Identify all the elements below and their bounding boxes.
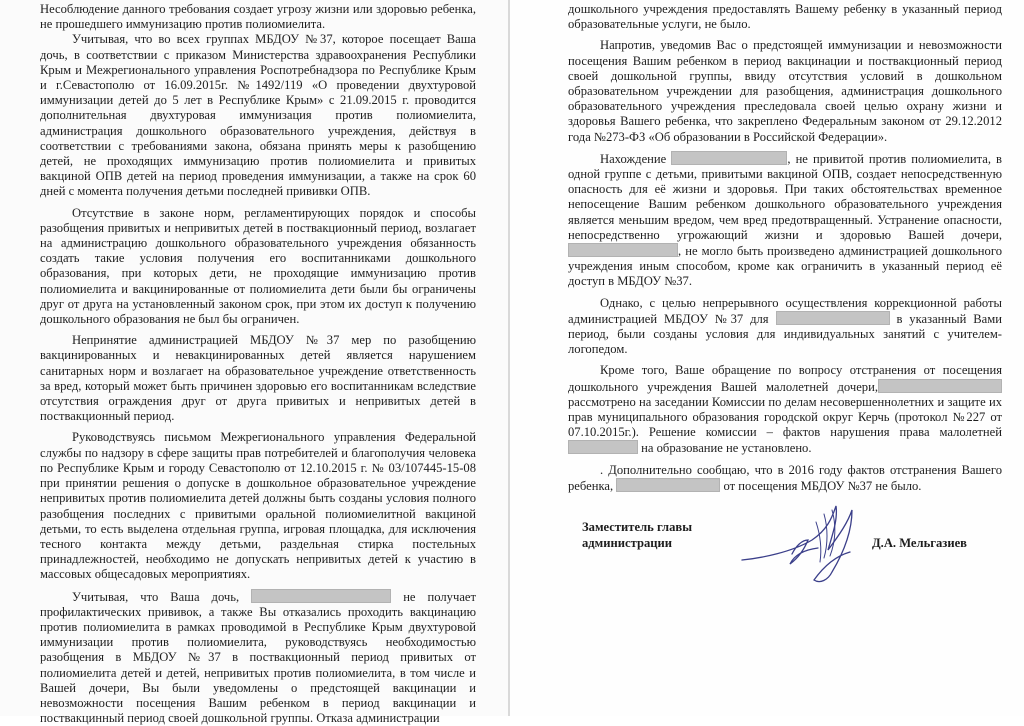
paragraph: Непринятие администрацией МБДОУ №37 мер по разобщению вакцинированных и невакцинированных детей является нарушением санитарных норм и возлагает на образовательное учреждение ответственность за вред, который может быть причинен здоровью его воспитанникам вследствие отсутствия ограждения друг от друга привитых и непривитых детей в поствакционный период.: [40, 333, 476, 424]
paragraph-text: Нахождение: [600, 151, 667, 166]
paragraph: [568, 296, 1002, 358]
paragraph: Напротив, уведомив Вас о предстоящей иммунизации и невозможности посещения Вашим ребенком в период вакцинации и поствакционный период своей дошкольной группы, ввиду отсутствия условий в дошкольном образовательном учреждении для разобщения, администрация дошкольного образовательного учреждения преследовала своей целью охрану жизни и здоровья Вашего ребенка, что закреплено Федеральным законом от 29.12.2012 года №273-ФЗ «Об образовании в Российской Федерации».: [568, 38, 1002, 144]
signer-title-line-2: администрации: [582, 536, 673, 550]
paragraph: Руководствуясь письмом Межрегионального управления Федеральной службы по надзору в сфере защиты прав потребителей и благополучия человека по Республике Крым и городу Севастополю от 12.10.2015 г. № 03/107445-15-08 при принятии решения о допуске в дошкольное образовательное учреждение непривитых против полиомиелита детей должны быть созданы условия полного разобщения последних с привитыми оральной полиомиелитной вакциной детьми, то есть выделена отдельная группа, игровая площадка, для исключения тесного контакта между детьми, раздельная стирка постельных принадлежностей, необходимо не допускать непривитых детей к участию в массовых общесадовых мероприятиях.: [40, 430, 476, 582]
paragraph-text: не получает профилактических прививок, а также Вы отказались проходить вакцинацию против полиомиелита в рамках проводимой в Республике Крым двухтуровой иммунизации против полиомиелита, руководствуясь необходимостью разобщения в МБДОУ №37 в поствакционный период привитых от полиомиелита детей и детей, непривитых против полиомиелита, в том числе и Вашей дочери, Вы были уведомлены о предстоящей вакцинации и невозможности посещения Вашим ребенком в период вакцинации и поствакцинный период своей дошкольной группы. Отказа администрации: [40, 589, 476, 726]
document-page-right: [510, 0, 1024, 716]
paragraph: дошкольного учреждения предоставлять Вашему ребенку в указанный период образовательные услуги, не было.: [568, 2, 1002, 32]
paragraph-text: рассмотрено на заседании Комиссии по делам несовершеннолетних и защите их прав муниципального образования городской округ Керчь (протокол №227 от 07.10.2015г.). Решение комиссии – фактов нарушения права малолетней: [568, 394, 1002, 440]
paragraph: [568, 151, 1002, 290]
redacted-name: [776, 311, 890, 325]
paragraph-text: Кроме того, Ваше обращение по вопросу отстранения от посещения дошкольного учреждения Вашей малолетней дочери,: [568, 363, 1002, 394]
handwritten-signature-icon: [732, 500, 862, 590]
redacted-name: [878, 379, 1002, 393]
redacted-name: [616, 478, 720, 492]
list-bullet: .: [600, 462, 604, 477]
paragraph-text: от посещения МБДОУ №37 не было.: [723, 478, 922, 493]
paragraph: Учитывая, что во всех группах МБДОУ №37, которое посещает Ваша дочь, в соответствии с приказом Министерства здравоохранения Республики Крым и Межрегионального управления Роспотребнадзора по Республике Крым и г.Севастополю от 16.09.2015г. №1492/119 «О проведении двухтуровой иммунизации детей до 5 лет в Республике Крым» с 21.09.2015 г. проводится дополнительная двухтуровая иммунизация против полиомиелита, администрация дошкольного образовательного учреждения, действуя в соответствии с требованиями закона, обязана принять меры к разобщению детей, не проходящих иммунизацию против полиомиелита и привитых вакциной ОПВ детей на период проведения иммунизации, а также на срок 60 дней с момента получения детьми последней прививки ОПВ.: [40, 32, 476, 199]
paragraph-text: , не могло быть произведено администрацией дошкольного учреждения иным способом, кроме как ограничить в указанный период её доступ в МБДОУ №37.: [568, 244, 1002, 289]
paragraph: Отсутствие в законе норм, регламентирующих порядок и способы разобщения привитых и непривитых детей в поствакционный период, возлагает на администрацию дошкольного образовательного учреждения обязанность создать такие условия получения его воспитанниками дошкольного образования, при которых дети, не проходящие иммунизацию против полиомиелита и вакцинированные от полиомиелита дети были бы ограничены друг от друга на установленный законом срок, при этом их доступ к получению дошкольного образования не был бы ограничен.: [40, 205, 476, 327]
paragraph-text: , не привитой против полиомиелита, в одной группе с детьми, привитыми вакциной ОПВ, создает непосредственную опасность для её жизни и здоровья. При таких обстоятельствах временное непосещение Вашим ребенком дошкольного образовательного учреждения является меньшим вредом, чем вред предотвращенный. Устранение опасности, непосредственно угрожающий жизни и здоровью Вашей дочери,: [568, 151, 1002, 242]
redacted-name: [251, 589, 391, 603]
paragraph: [568, 463, 1002, 494]
paragraph: [568, 363, 1002, 456]
redacted-name: [671, 151, 787, 165]
signer-title-line-1: Заместитель главы: [582, 520, 693, 534]
redacted-name: [568, 243, 678, 257]
signer-name: Д.А. Мельгазиев: [872, 536, 967, 550]
paragraph-text: в указанный Вами период, были созданы условия для индивидуальных занятий с учителем-логопедом.: [568, 311, 1002, 357]
paragraph-text: Однако, с целью непрерывного осуществления коррекционной работы администрацией МБДОУ №37 для: [568, 295, 1002, 326]
document-page-left: [0, 0, 508, 726]
paragraph: Несоблюдение данного требования создает угрозу жизни или здоровью ребенка, не прошедшего иммунизацию против полиомиелита.: [40, 2, 476, 32]
paragraph-text: Дополнительно сообщаю, что в 2016 году фактов отстранения Вашего ребенка,: [568, 462, 1002, 493]
paragraph-text: на образование не установлено.: [641, 441, 812, 456]
paragraph-text: Учитывая, что Ваша дочь,: [72, 589, 240, 604]
redacted-name: [568, 440, 638, 454]
paragraph: [40, 589, 476, 726]
